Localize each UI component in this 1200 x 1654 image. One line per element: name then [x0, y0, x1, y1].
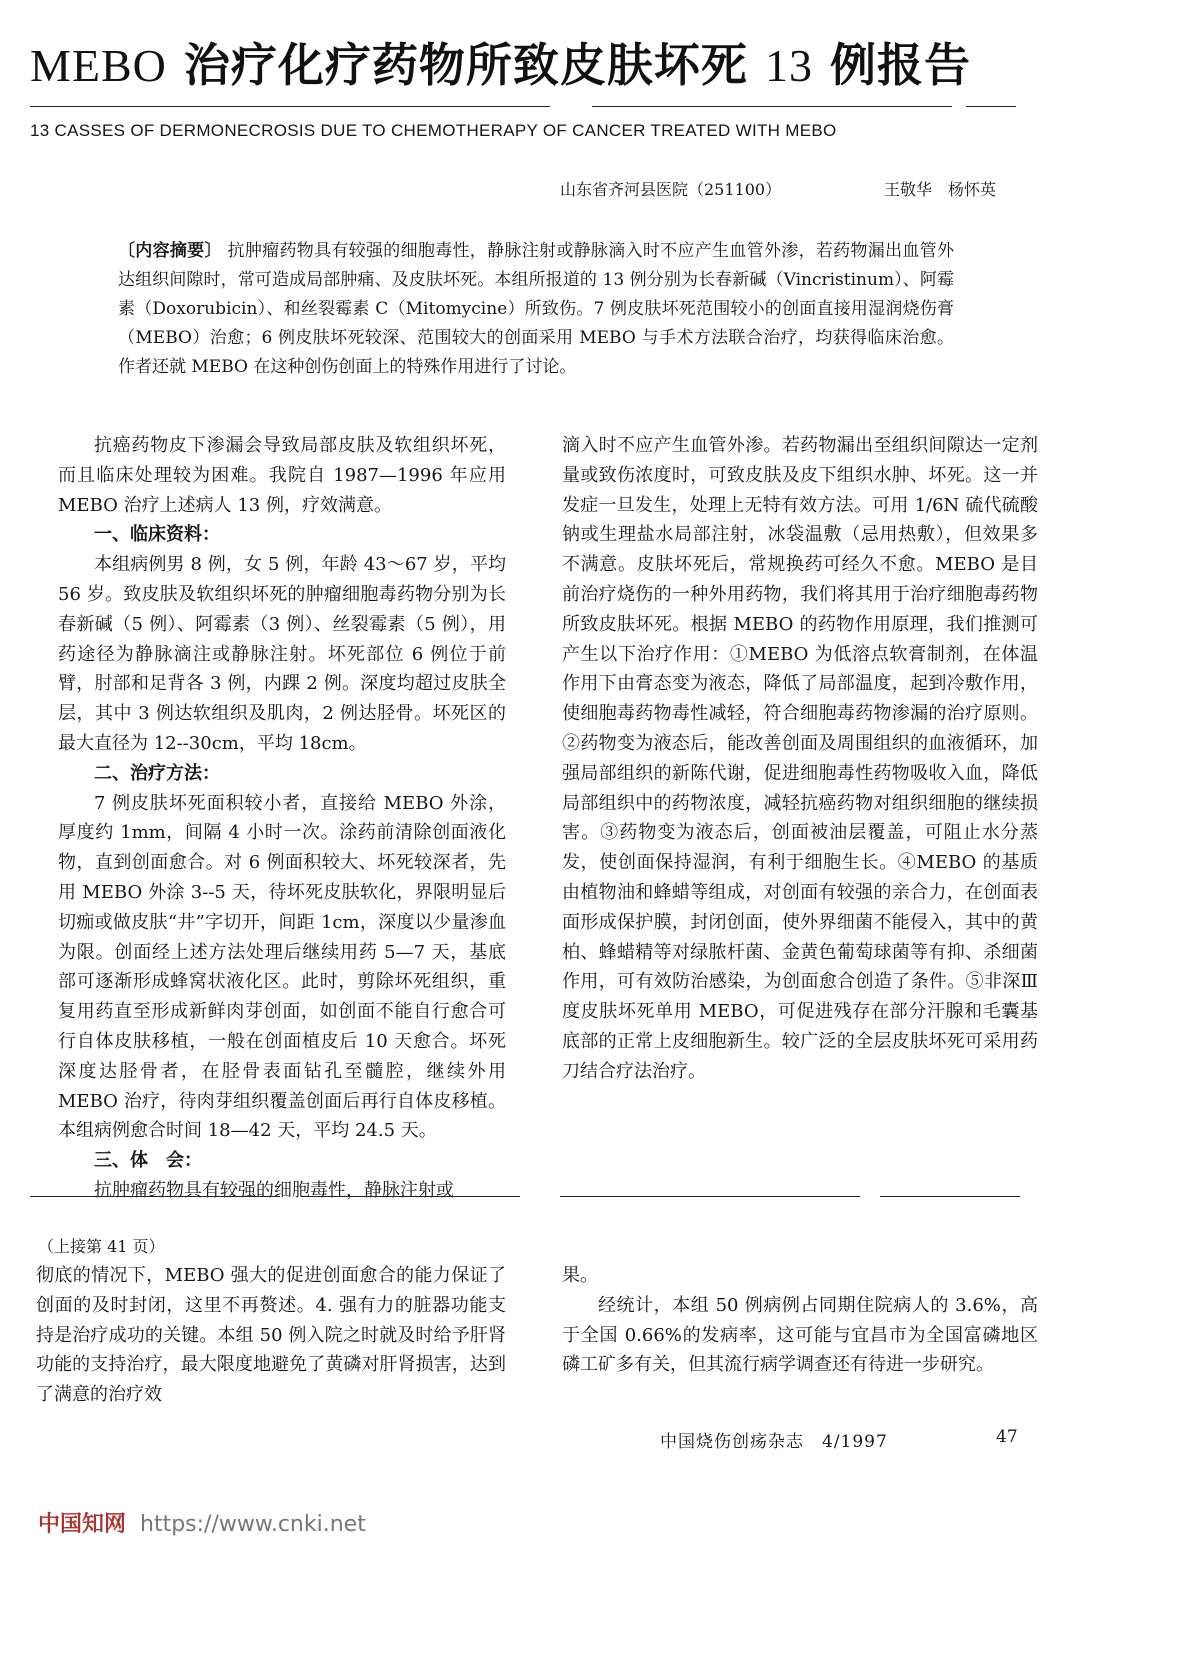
separator-rule-segment [880, 1196, 1020, 1197]
continuation-label: （上接第 41 页） [38, 1237, 165, 1256]
title-latin-number: 13 [764, 40, 813, 91]
title-cn-suffix: 例报告 [829, 38, 971, 92]
journal-footer: 中国烧伤创疡杂志 4/1997 [660, 1432, 888, 1452]
section-heading-discussion: 三、体 会： [94, 1150, 202, 1172]
continuation-left-paragraph: 彻底的情况下，MEBO 强大的促进创面愈合的能力保证了创面的及时封闭，这里不再赘述。4. 强有力的脏器功能支持是治疗成功的关键。本组 50 例入院之时就及时给予肝肾功能的支持治疗，最大限度地避免了黄磷对肝肾损害，达到了满意的治疗效 [36, 1265, 506, 1406]
continuation-left-column [36, 1261, 506, 1410]
section-heading-treatment: 二、治疗方法： [94, 762, 220, 784]
title-cn-main: 治疗化疗药物所致皮肤坏死 [183, 38, 748, 92]
separator-rule-segment [30, 1196, 280, 1197]
title-rule-segment [592, 106, 952, 107]
english-title: 13 CASSES OF DERMONECROSIS DUE TO CHEMOTHERAPY OF CANCER TREATED WITH MEBO [30, 121, 837, 140]
cnki-url[interactable]: https://www.cnki.net [140, 1512, 366, 1537]
continuation-right-first-line: 果。 [562, 1265, 598, 1286]
page-number: 47 [996, 1427, 1018, 1447]
discussion-paragraph-start: 抗肿瘤药物具有较强的细胞毒性，静脉注射或 [94, 1179, 454, 1201]
title-rule-segment [30, 106, 550, 107]
section-heading-clinical-data: 一、临床资料： [94, 524, 220, 546]
discussion-paragraph-continued: 滴入时不应产生血管外渗。若药物漏出至组织间隙达一定剂量或致伤浓度时，可致皮肤及皮下组织水肿、坏死。这一并发症一旦发生，处理上无特有效方法。可用 1/6N 硫代硫酸钠或生理盐水局部注射，冰袋温敷（忌用热敷），但效果多不满意。皮肤坏死后，常规换药可经久不愈。MEBO 是目前治疗烧伤的一种外用药物，我们将其用于治疗细胞毒药物所致皮肤坏死。根据 MEBO 的药物作用原理，我们推测可产生以下治疗作用：①MEBO 为低溶点软膏制剂，在体温作用下由膏态变为液态，降低了局部温度，起到冷敷作用，使细胞毒药物毒性减轻，符合细胞毒药物渗漏的治疗原则。②药物变为液态后，能改善创面及周围组织的血液循环，加强局部组织的新陈代谢，促进细胞毒性药物吸收入血，降低局部组织中的药物浓度，减轻抗癌药物对组织细胞的继续损害。③药物变为液态后，创面被油层覆盖，可阻止水分蒸发，使创面保持湿润，有利于细胞生长。④MEBO 的基质由植物油和蜂蜡等组成，对创面有较强的亲合力，在创面表面形成保护膜，封闭创面，使外界细菌不能侵入，其中的黄柏、蜂蜡精等对绿脓杆菌、金黄色葡萄球菌等有抑、杀细菌作用，可有效防治感染，为创面愈合创造了条件。⑤非深Ⅲ度皮肤坏死单用 MEBO，可促进残存在部分汗腺和毛囊基底部的正常上皮细胞新生。较广泛的全层皮肤坏死可采用药刀结合疗法治疗。 [562, 435, 1038, 1082]
separator-rule-segment [560, 1196, 860, 1197]
continuation-right-paragraph: 经统计，本组 50 例病例占同期住院病人的 3.6%，高于全国 0.66%的发病率，这可能与宜昌市为全国富磷地区磷工矿多有关，但其流行病学调查还有待进一步研究。 [562, 1294, 1038, 1376]
right-column [562, 431, 1038, 1087]
authors: 王敬华 杨怀英 [884, 180, 997, 199]
title-rule-segment [966, 106, 1016, 107]
title-latin-prefix: MEBO [30, 40, 167, 91]
abstract-text: 抗肿瘤药物具有较强的细胞毒性，静脉注射或静脉滴入时不应产生血管外渗，若药物漏出血管外达组织间隙时，常可造成局部肿痛、及皮肤坏死。本组所报道的 13 例分别为长春新碱（Vincristinum）、阿霉素（Doxorubicin）、和丝裂霉素 C（Mitomycine）所致伤。7 例皮肤坏死范围较小的创面直接用湿润烧伤膏（MEBO）治愈；6 例皮肤坏死较深、范围较大的创面采用 MEBO 与手术方法联合治疗，均获得临床治愈。作者还就 MEBO 在这种创伤创面上的特殊作用进行了讨论。 [118, 241, 955, 377]
abstract [118, 237, 954, 382]
treatment-paragraph: 7 例皮肤坏死面积较小者，直接给 MEBO 外涂，厚度约 1mm，间隔 4 小时一次。涂药前清除创面液化物，直到创面愈合。对 6 例面积较大、坏死较深者，先用 MEBO 外涂 3--5 天，待坏死皮肤软化，界限明显后切痂或做皮肤“井”字切开，间距 1cm，深度以少量渗血为限。创面经上述方法处理后继续用药 5—7 天，基底部可逐渐形成蜂窝状液化区。此时，剪除坏死组织，重复用药直至形成新鲜肉芽创面，如创面不能自行愈合可行自体皮肤移植，一般在创面植皮后 10 天愈合。坏死深度达胫骨者，在胫骨表面钻孔至髓腔，继续外用 MEBO 治疗，待肉芽组织覆盖创面后再行自体皮移植。本组病例愈合时间 18—42 天，平均 24.5 天。 [58, 792, 506, 1142]
clinical-data-paragraph: 本组病例男 8 例，女 5 例，年龄 43～67 岁，平均 56 岁。致皮肤及软组织坏死的肿瘤细胞毒药物分别为长春新碱（5 例）、阿霉素（3 例）、丝裂霉素（5 例），用药途径为静脉滴注或静脉注射。坏死部位 6 例位于前臂，肘部和足背各 3 例，内踝 2 例。深度均超过皮肤全层，其中 3 例达软组织及肌肉，2 例达胫骨。坏死区的最大直径为 12--30cm，平均 18cm。 [58, 554, 506, 754]
continuation-right-column [562, 1261, 1038, 1380]
cnki-watermark [38, 1507, 366, 1538]
separator-rule-segment [305, 1196, 520, 1197]
abstract-label: 〔内容摘要〕 [118, 241, 222, 261]
affiliation: 山东省齐河县医院（251100） [560, 180, 782, 199]
cnki-logo: 中国知网 [38, 1512, 127, 1537]
left-column [58, 431, 506, 1206]
article-title [30, 32, 1180, 99]
intro-paragraph: 抗癌药物皮下渗漏会导致局部皮肤及软组织坏死，而且临床处理较为困难。我院自 1987—1996 年应用 MEBO 治疗上述病人 13 例，疗效满意。 [58, 435, 506, 516]
